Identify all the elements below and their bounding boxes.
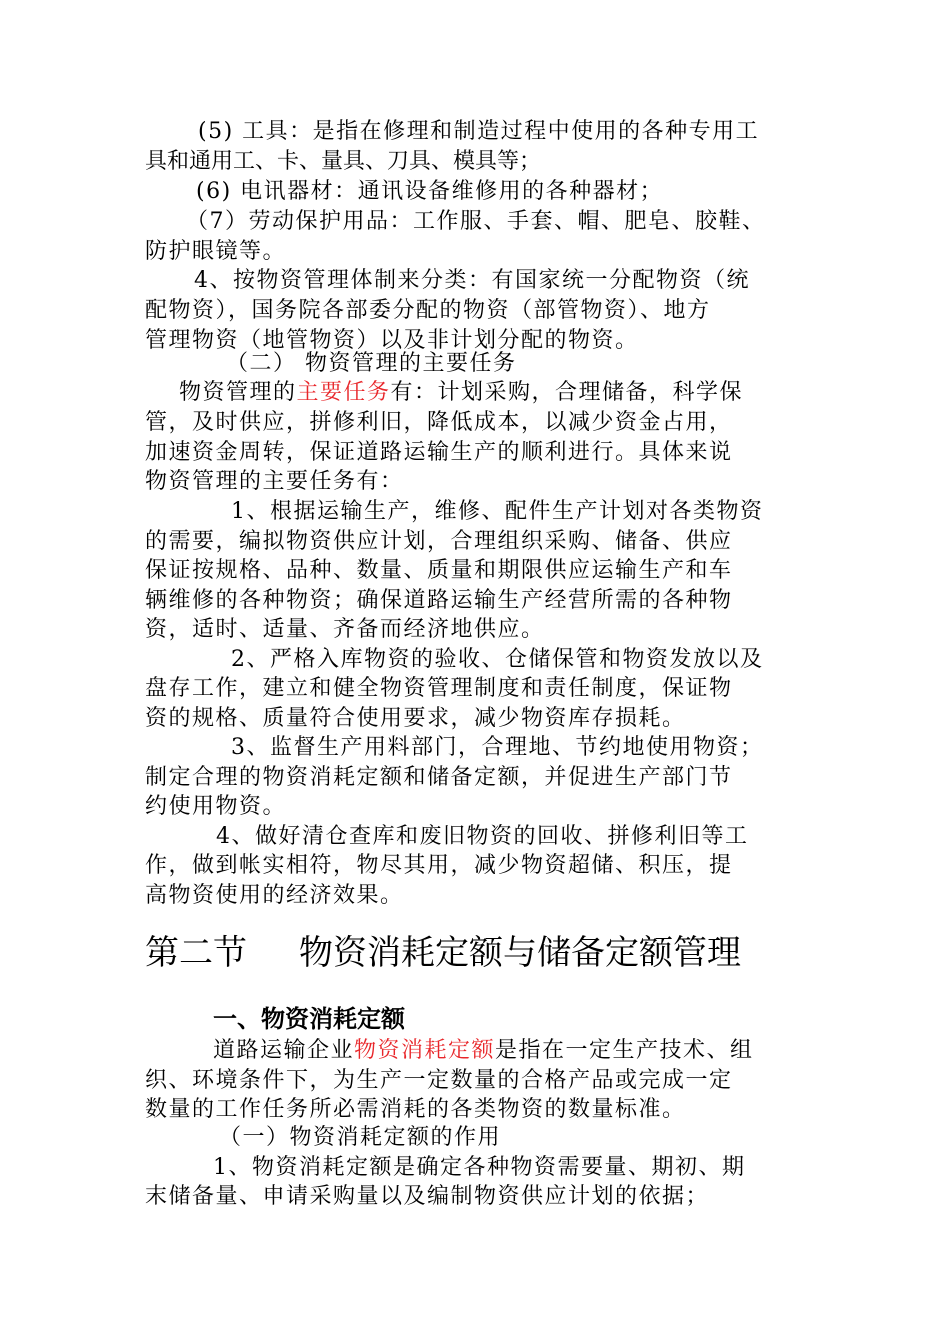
text-line [179,378,743,408]
text-line: 加速资金周转，保证道路运输生产的顺利进行。具体来说 [145,440,733,465]
text-line: 管，及时供应，拼修利旧，降低成本，以减少资金占用， [145,410,733,435]
subsection-heading: 一、物资消耗定额 [213,1005,405,1033]
text-line: 高物资使用的经济效果。 [145,883,404,908]
text-line [213,1036,754,1066]
text-line: 数量的工作任务所必需消耗的各类物资的数量标准。 [145,1097,686,1122]
text-line: 物资管理的主要任务有： [145,469,404,494]
subheading: （一）物资消耗定额的作用 [219,1125,502,1150]
text-fragment: 物资管理的 [179,380,297,405]
text-line: 资，适时、适量、齐备而经济地供应。 [145,617,545,642]
text-fragment: 是指在一定生产技术、组 [495,1038,754,1063]
text-line: 资的规格、质量符合使用要求，减少物资库存损耗。 [145,706,686,731]
text-line: 具和通用工、卡、量具、刀具、模具等； [145,149,542,174]
section-heading [145,928,741,978]
text-line: 制定合理的物资消耗定额和储备定额，并促进生产部门节 [145,765,733,790]
section-number: 第二节 [145,933,247,973]
text-line: 配物资），国务院各部委分配的物资（部管物资）、地方 [145,298,711,323]
text-line: 4、按物资管理体制来分类：有国家统一分配物资（统 [194,268,750,293]
text-line: 管理物资（地管物资）以及非计划分配的物资。 [145,328,639,353]
text-line: 1、根据运输生产，维修、配件生产计划对各类物资 [231,499,764,524]
text-line: （7）劳动保护用品：工作服、手套、帽、肥皂、胶鞋、 [186,209,766,234]
text-fragment: 道路运输企业 [213,1038,355,1063]
subheading: （二） 物资管理的主要任务 [226,351,517,376]
text-line: 作，做到帐实相符，物尽其用，减少物资超储、积压，提 [145,853,733,878]
text-line: (6) 电讯器材：通讯设备维修用的各种器材； [196,179,664,204]
highlighted-term: 物资消耗定额 [354,1038,496,1063]
text-line: 1、物资消耗定额是确定各种物资需要量、期初、期 [213,1155,746,1180]
section-title: 物资消耗定额与储备定额管理 [299,933,741,973]
text-line: 2、严格入库物资的验收、仓储保管和物资发放以及 [231,647,764,672]
text-line: 的需要，编拟物资供应计划，合理组织采购、储备、供应 [145,529,733,554]
text-line: 约使用物资。 [145,794,287,819]
text-line: 辆维修的各种物资；确保道路运输生产经营所需的各种物 [145,588,733,613]
text-line: 保证按规格、品种、数量、质量和期限供应运输生产和车 [145,558,733,583]
text-line: 防护眼镜等。 [145,239,287,264]
text-line: 末储备量、申请采购量以及编制物资供应计划的依据； [145,1184,710,1209]
text-fragment: 有：计划采购，合理储备，科学保 [390,380,744,405]
text-line: 3、监督生产用料部门，合理地、节约地使用物资； [231,735,764,760]
text-line: 织、环境条件下，为生产一定数量的合格产品或完成一定 [145,1068,733,1093]
text-line: 4、做好清仓查库和废旧物资的回收、拼修利旧等工 [216,824,749,849]
highlighted-term: 主要任务 [296,380,391,405]
text-line: (5) 工具：是指在修理和制造过程中使用的各种专用工 [198,119,760,144]
text-line: 盘存工作，建立和健全物资管理制度和责任制度，保证物 [145,676,733,701]
